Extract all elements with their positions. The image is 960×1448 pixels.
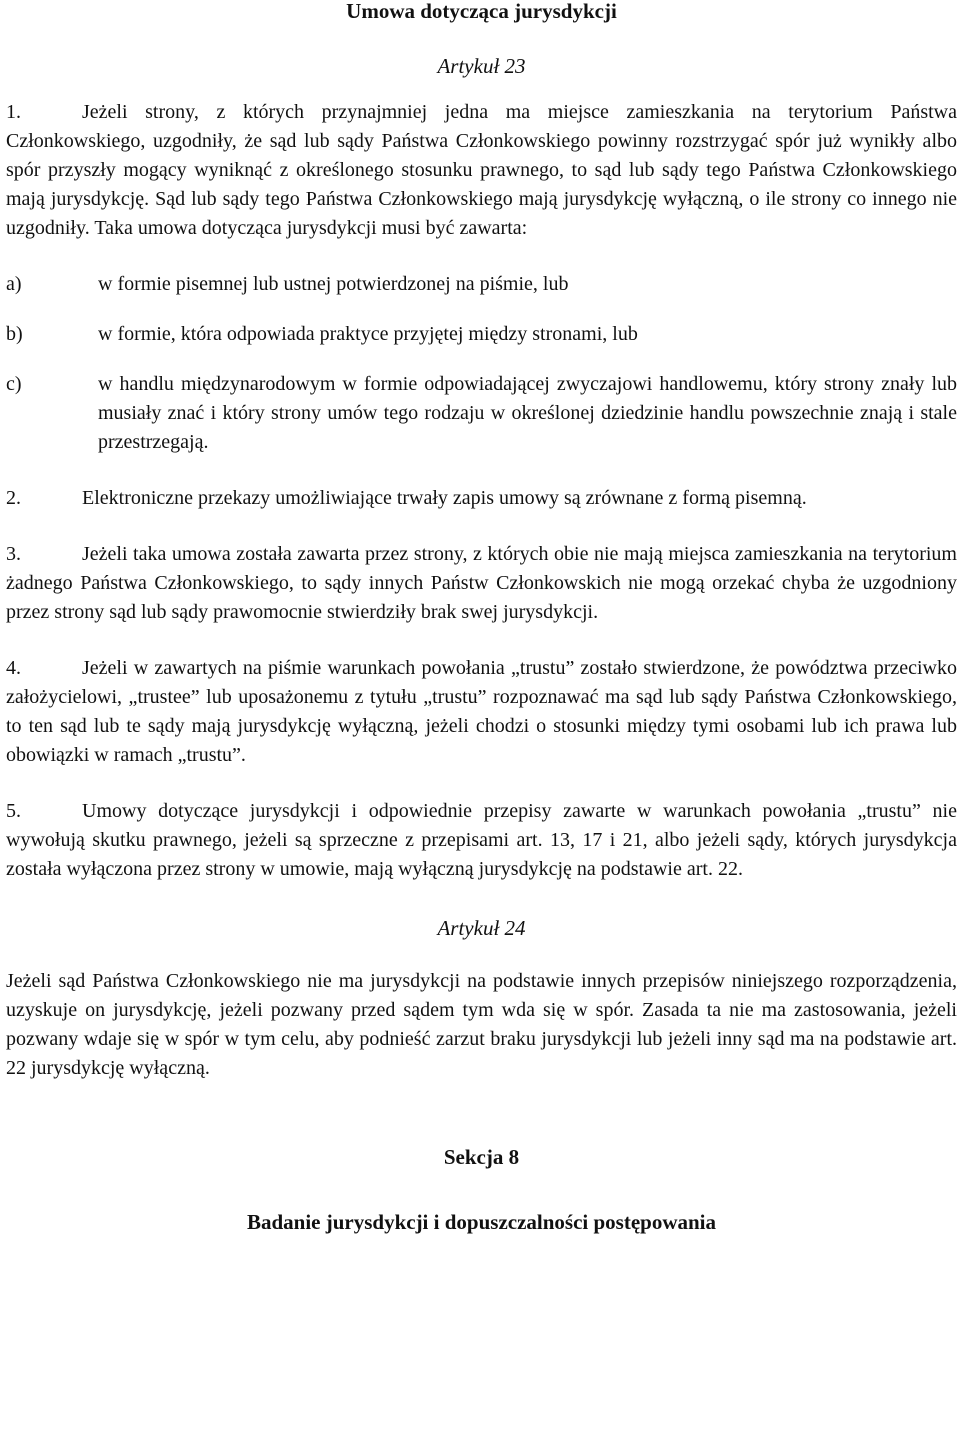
paragraph-2-text: Elektroniczne przekazy umożliwiające trwały zapis umowy są zrównane z formą pisemną. — [82, 487, 807, 509]
list-item-b-letter: b) — [6, 323, 23, 345]
paragraph-4 — [6, 654, 957, 770]
paragraph-1-number: 1. — [6, 101, 21, 123]
section-title: Sekcja 8 — [443, 1145, 520, 1169]
paragraph-2-number: 2. — [6, 487, 21, 509]
paragraph-4-number: 4. — [6, 657, 21, 679]
article-24-text: Jeżeli sąd Państwa Członkowskiego nie ma jurysdykcji na podstawie innych przepisów niniejszego rozporządzenia, uzyskuje on jurysdykcję, jeżeli pozwany przed sądem tym wda się w spór. Zasada ta nie ma zastosowania, jeżeli pozwany wdaje się w spór w tym celu, aby podnieść zarzut braku jurysdykcji lub jeżeli inny sąd ma na podstawie art. 22 jurysdykcję wyłączną. — [6, 970, 957, 1079]
list-item-a — [6, 270, 957, 299]
list-item-a-text: w formie pisemnej lub ustnej potwierdzonej na piśmie, lub — [98, 273, 569, 295]
article-24-heading: Artykuł 24 — [437, 916, 526, 940]
paragraph-2 — [6, 484, 957, 513]
form-requirements-list — [6, 270, 957, 457]
list-item-a-letter: a) — [6, 273, 22, 295]
paragraph-3 — [6, 540, 957, 627]
section-subtitle: Badanie jurysdykcji i dopuszczalności postępowania — [246, 1210, 717, 1234]
list-item-b — [6, 320, 957, 349]
list-item-c-text: w handlu międzynarodowym w formie odpowiadającej zwyczajowi handlowemu, który strony znały lub musiały znać i który strony umów tego rodzaju w określonej dziedzinie handlu powszechnie znają i stale przestrzegają. — [98, 373, 957, 453]
paragraph-5-number: 5. — [6, 800, 21, 822]
list-item-c — [6, 370, 957, 457]
paragraph-4-text: Jeżeli w zawartych na piśmie warunkach powołania „trustu” zostało stwierdzone, że powództwa przeciwko założycielowi, „trustee” lub uposażonemu z tytułu „trustu” rozpoznawać ma sąd lub sądy Państwa Członkowskiego, to ten sąd lub te sądy mają jurysdykcję wyłączną, jeżeli chodzi o stosunki między tymi osobami lub ich prawa lub obowiązki w ramach „trustu”. — [6, 657, 957, 766]
paragraph-3-text: Jeżeli taka umowa została zawarta przez strony, z których obie nie mają miejsca zamieszkania na terytorium żadnego Państwa Członkowskiego, to sądy innych Państw Członkowskich nie mogą orzekać chyba że uzgodniony przez strony sąd lub sądy prawomocnie stwierdziły brak swej jurysdykcji. — [6, 543, 957, 623]
list-item-b-text: w formie, która odpowiada praktyce przyjętej między stronami, lub — [98, 323, 638, 345]
paragraph-1 — [6, 98, 957, 243]
paragraph-1-text: Jeżeli strony, z których przynajmniej jedna ma miejsce zamieszkania na terytorium Państwa Członkowskiego, uzgodniły, że sąd lub sądy Państwa Członkowskiego powinny rozstrzygać spór już wynikły albo spór przyszły mogący wyniknąć z określonego stosunku prawnego, to sąd lub sądy tego Państwa Członkowskiego mają jurysdykcję. Sąd lub sądy tego Państwa Członkowskiego mają jurysdykcję wyłączną, o ile strony co innego nie uzgodniły. Taka umowa dotycząca jurysdykcji musi być zawarta: — [6, 101, 957, 239]
paragraph-5-text: Umowy dotyczące jurysdykcji i odpowiednie przepisy zawarte w warunkach powołania „trustu” nie wywołują skutku prawnego, jeżeli są sprzeczne z przepisami art. 13, 17 i 21, albo jeżeli sądy, których jurysdykcja została wyłączona przez strony w umowie, mają wyłączną jurysdykcję na podstawie art. 22. — [6, 800, 957, 880]
article-23-heading: Artykuł 23 — [437, 54, 526, 78]
paragraph-5 — [6, 797, 957, 884]
paragraph-3-number: 3. — [6, 543, 21, 565]
document-title: Umowa dotycząca jurysdykcji — [346, 0, 617, 23]
list-item-c-letter: c) — [6, 373, 22, 395]
